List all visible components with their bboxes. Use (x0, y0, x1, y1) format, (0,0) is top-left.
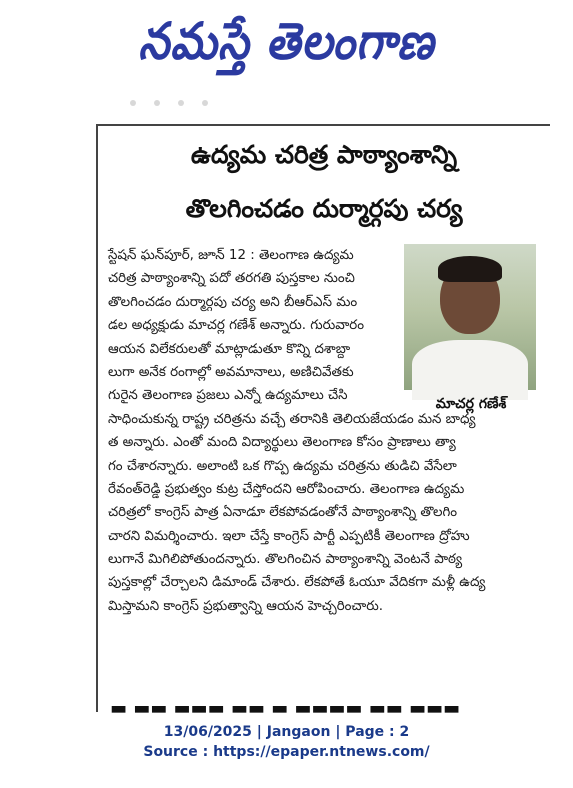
footer-source: Source : https://epaper.ntnews.com/ (143, 744, 430, 760)
body-line: డల అధ్యక్షుడు మాచర్ల గణేశ్ అన్నారు. గురువారం (108, 318, 365, 334)
body-line: త అన్నారు. ఎంతో మంది విద్యార్థులు తెలంగాణ కోసం ప్రాణాలు త్యా (108, 435, 456, 451)
body-line: చరిత్ర పాఠ్యాంశాన్ని పదో తరగతి పుస్తకాల నుంచి (108, 271, 355, 287)
body-line: స్టేషన్ ఘన్‌పూర్, జూన్ 12 : తెలంగాణ ఉద్యమ (108, 248, 354, 263)
body-line: సాధించుకున్న రాష్ట్ర చరిత్రను వచ్చే తరానికి తెలియజేయడం మన బాధ్య (108, 411, 476, 427)
body-line: చరిత్రలో కాంగ్రెస్ పాత్ర ఏనాడూ లేకపోవడంతోనే పాఠ్యాంశాన్ని తొలగిం (108, 505, 458, 521)
body-line: లుగా అనేక రంగాల్లో అవమానాలు, అణిచివేతకు (108, 364, 354, 380)
body-line: మిస్తామని కాంగ్రెస్ ప్రభుత్వాన్ని ఆయన హెచ్చరించారు. (108, 598, 384, 614)
truncated-next-headline: ▬ ▬▬ ▬▬▬ ▬▬ ▬ ▬▬▬▬ ▬▬ ▬▬▬ (110, 698, 460, 719)
body-line: తొలగించడం దుర్మార్గపు చర్య అని బీఆర్‌ఎస్ మం (108, 294, 358, 310)
masthead (0, 0, 573, 96)
body-line: లుగానే మిగిలిపోతుందన్నారు. తొలగించిన పాఠ్యాంశాన్ని వెంటనే పాఠ్య (108, 552, 463, 568)
footer-date-edition: 13/06/2025 | Jangaon | Page : 2 (163, 724, 410, 740)
masthead-logo: నమస్తే తెలంగాణ (138, 12, 435, 71)
body-line: గం చేశారన్నారు. అలాంటి ఒక గొప్ప ఉద్యమ చరిత్రను తుడిచి వేసేలా (108, 458, 457, 474)
headline-line-2: తొలగించడం దుర్మార్గపు చర్య (185, 194, 463, 223)
faint-dots-decoration (130, 100, 250, 106)
article-frame (96, 124, 550, 719)
body-line: చారని విమర్శించారు. ఇలా చేస్తే కాంగ్రెస్ పార్టీ ఎప్పటికీ తెలంగాణ ద్రోహు (108, 528, 470, 544)
body-line: రేవంత్‌రెడ్డి ప్రభుత్వం కుట్ర చేస్తోందని ఆరోపించారు. తెలంగాణ ఉద్యమ (108, 481, 465, 497)
body-line: గురైన తెలంగాణ ప్రజలు ఎన్నో ఉద్యమాలు చేసి (108, 388, 348, 404)
body-line: ఆయన విలేకరులతో మాట్లాడుతూ కొన్ని దశాబ్దా (108, 341, 351, 357)
photo-caption: మాచర్ల గణేశ్ (435, 396, 507, 412)
clipping-footer (0, 722, 573, 762)
article-body (108, 244, 548, 618)
body-line: పుస్తకాల్లో చేర్చాలని డిమాండ్ చేశారు. లేకపోతే ఓయూ వేదికగా మళ్లీ ఉద్య (108, 575, 486, 591)
headline-line-1: ఉద్యమ చరిత్ర పాఠ్యాంశాన్ని (190, 140, 458, 169)
